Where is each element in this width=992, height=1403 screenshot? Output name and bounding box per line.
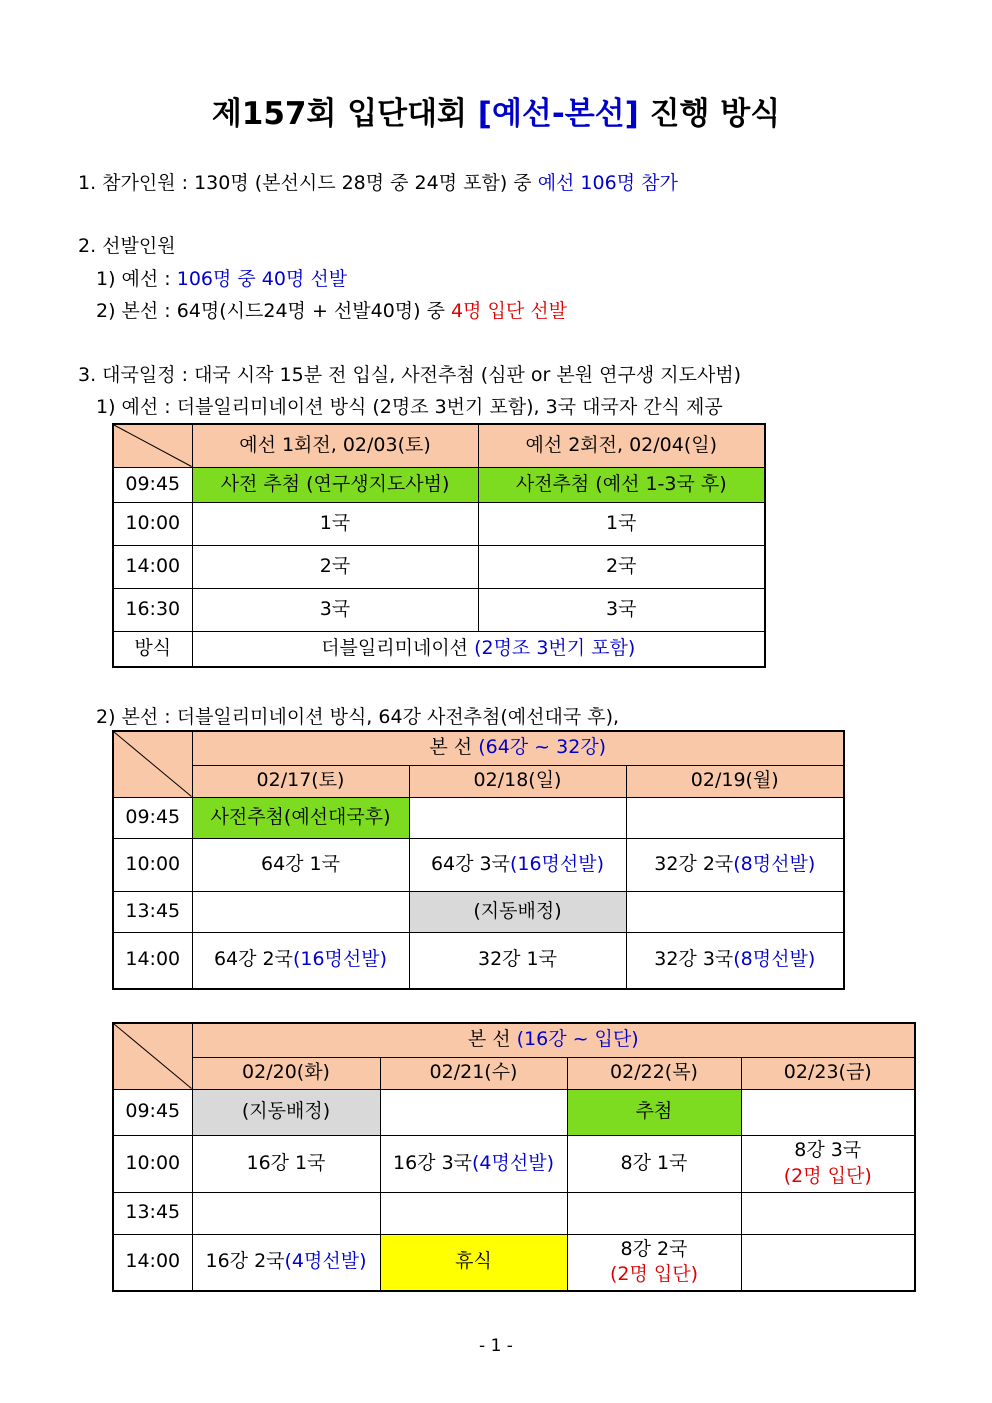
date-header: 02/19(월) [626, 765, 844, 797]
method-cell: 더블일리미네이션 (2명조 3번기 포함) [192, 631, 765, 667]
time-cell: 14:00 [113, 932, 192, 989]
schedule-cell [567, 1192, 741, 1234]
time-cell: 14:00 [113, 545, 192, 588]
date-header: 02/23(금) [741, 1057, 915, 1089]
schedule-cell [380, 1192, 567, 1234]
prelim-schedule-table [112, 423, 766, 668]
schedule-cell [626, 891, 844, 932]
schedule-cell [741, 1089, 915, 1135]
schedule-cell: 32강 1국 [409, 932, 626, 989]
schedule-cell: 사전추첨 (예선 1-3국 후) [478, 467, 765, 502]
time-cell: 09:45 [113, 1089, 192, 1135]
time-cell: 10:00 [113, 1135, 192, 1192]
header-prelim-round-1: 예선 1회전, 02/03(토) [192, 424, 478, 467]
date-header: 02/18(일) [409, 765, 626, 797]
main-round-title: 본 선 (16강 ~ 입단) [192, 1023, 915, 1057]
schedule-cell [741, 1192, 915, 1234]
date-header: 02/21(수) [380, 1057, 567, 1089]
time-cell: 09:45 [113, 467, 192, 502]
schedule-cell: 추첨 [567, 1089, 741, 1135]
section-2-heading: 2. 선발인원 [78, 235, 176, 257]
schedule-cell [741, 1234, 915, 1291]
schedule-cell: 16강 1국 [192, 1135, 380, 1192]
schedule-cell: 64강 3국(16명선발) [409, 838, 626, 891]
main-round-title: 본 선 (64강 ~ 32강) [192, 731, 844, 765]
time-cell: 09:45 [113, 797, 192, 838]
schedule-cell: 32강 2국(8명선발) [626, 838, 844, 891]
schedule-cell [626, 797, 844, 838]
section-2-main-selection: 2) 본선 : 64명(시드24명 + 선발40명) 중 4명 입단 선발 [96, 300, 567, 322]
schedule-cell [192, 891, 409, 932]
main-64-32-schedule-table [112, 730, 845, 990]
corner-diagonal-cell [113, 1023, 192, 1089]
date-header: 02/20(화) [192, 1057, 380, 1089]
date-header: 02/17(토) [192, 765, 409, 797]
schedule-cell: 8강 2국 (2명 입단) [567, 1234, 741, 1291]
method-label: 방식 [113, 631, 192, 667]
schedule-cell: 사전 추첨 (연구생지도사범) [192, 467, 478, 502]
schedule-cell: 2국 [478, 545, 765, 588]
schedule-cell: 1국 [192, 502, 478, 545]
schedule-cell: 32강 3국(8명선발) [626, 932, 844, 989]
schedule-cell: 16강 2국(4명선발) [192, 1234, 380, 1291]
time-cell: 13:45 [113, 1192, 192, 1234]
time-cell: 10:00 [113, 502, 192, 545]
corner-diagonal-cell [113, 731, 192, 797]
schedule-cell: 2국 [192, 545, 478, 588]
corner-diagonal-cell [113, 424, 192, 467]
schedule-cell: 64강 2국(16명선발) [192, 932, 409, 989]
header-prelim-round-2: 예선 2회전, 02/04(일) [478, 424, 765, 467]
main-16-final-schedule-table [112, 1022, 916, 1292]
schedule-cell: 1국 [478, 502, 765, 545]
date-header: 02/22(목) [567, 1057, 741, 1089]
section-3-main-desc: 2) 본선 : 더블일리미네이션 방식, 64강 사전추첨(예선대국 후), [96, 706, 620, 728]
schedule-cell: 8강 3국 (2명 입단) [741, 1135, 915, 1192]
schedule-cell: 3국 [192, 588, 478, 631]
section-1-participants: 1. 참가인원 : 130명 (본선시드 28명 중 24명 포함) 중 예선 106명 참가 [78, 172, 678, 194]
time-cell: 13:45 [113, 891, 192, 932]
schedule-cell: 8강 1국 [567, 1135, 741, 1192]
schedule-cell: 휴식 [380, 1234, 567, 1291]
section-2-prelim-selection: 1) 예선 : 106명 중 40명 선발 [96, 268, 348, 290]
schedule-cell: 64강 1국 [192, 838, 409, 891]
schedule-cell [380, 1089, 567, 1135]
schedule-cell [409, 797, 626, 838]
schedule-cell: (지동배정) [192, 1089, 380, 1135]
section-3-prelim-desc: 1) 예선 : 더블일리미네이션 방식 (2명조 3번기 포함), 3국 대국자 간식 제공 [96, 396, 723, 418]
schedule-cell [192, 1192, 380, 1234]
schedule-cell: (지동배정) [409, 891, 626, 932]
schedule-cell: 16강 3국(4명선발) [380, 1135, 567, 1192]
time-cell: 10:00 [113, 838, 192, 891]
schedule-cell: 3국 [478, 588, 765, 631]
time-cell: 14:00 [113, 1234, 192, 1291]
page-number: - 1 - [479, 1336, 513, 1356]
time-cell: 16:30 [113, 588, 192, 631]
section-3-heading: 3. 대국일정 : 대국 시작 15분 전 입실, 사전추첨 (심판 or 본원 연구생 지도사범) [78, 364, 742, 386]
page-title: 제157회 입단대회 [예선-본선] 진행 방식 [211, 96, 781, 132]
schedule-cell: 사전추첨(예선대국후) [192, 797, 409, 838]
